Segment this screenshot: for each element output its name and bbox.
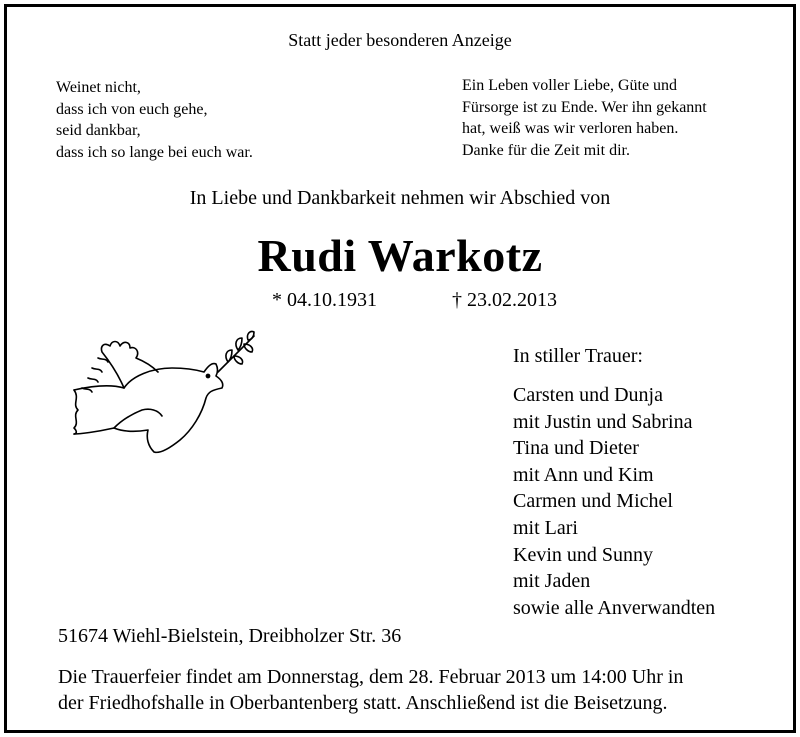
- poem-right-line: Danke für die Zeit mit dir.: [462, 141, 630, 159]
- funeral-info: [58, 664, 683, 716]
- mourners-list: [513, 382, 715, 621]
- dove-icon: [62, 328, 257, 458]
- list-item: mit Ann und Kim: [513, 463, 654, 486]
- poem-right: [462, 75, 707, 161]
- poem-left-line: dass ich von euch gehe,: [56, 100, 208, 118]
- poem-left-line: Weinet nicht,: [56, 79, 141, 96]
- poem-right-line: Fürsorge ist zu Ende. Wer ihn gekannt: [462, 98, 707, 116]
- birth-date: * 04.10.1931: [272, 289, 377, 311]
- address: 51674 Wiehl-Bielstein, Dreibholzer Str. 36: [58, 625, 402, 647]
- list-item: Tina und Dieter: [513, 437, 639, 460]
- intro-text: In Liebe und Dankbarkeit nehmen wir Abschied von: [189, 187, 611, 209]
- poem-left-line: seid dankbar,: [56, 122, 141, 139]
- list-item: mit Lari: [513, 516, 578, 539]
- list-item: Carsten und Dunja: [513, 384, 663, 406]
- death-date: † 23.02.2013: [452, 289, 557, 311]
- list-item: mit Justin und Sabrina: [513, 410, 693, 433]
- list-item: Kevin und Sunny: [513, 543, 653, 566]
- poem-left-line: dass ich so lange bei euch war.: [56, 143, 253, 161]
- poem-right-line: Ein Leben voller Liebe, Güte und: [462, 77, 678, 94]
- funeral-line: Die Trauerfeier findet am Donnerstag, dem 28. Februar 2013 um 14:00 Uhr in: [58, 666, 684, 688]
- mourning-label: In stiller Trauer:: [513, 345, 643, 367]
- poem-right-line: hat, weiß was wir verloren haben.: [462, 120, 679, 137]
- list-item: mit Jaden: [513, 570, 591, 593]
- funeral-line: der Friedhofshalle in Oberbantenberg statt. Anschließend ist die Beisetzung.: [58, 692, 668, 714]
- header-text: Statt jeder besonderen Anzeige: [288, 30, 512, 50]
- poem-left: [56, 77, 253, 163]
- deceased-name: Rudi Warkotz: [257, 230, 543, 281]
- list-item: sowie alle Anverwandten: [513, 596, 716, 619]
- list-item: Carmen und Michel: [513, 490, 673, 513]
